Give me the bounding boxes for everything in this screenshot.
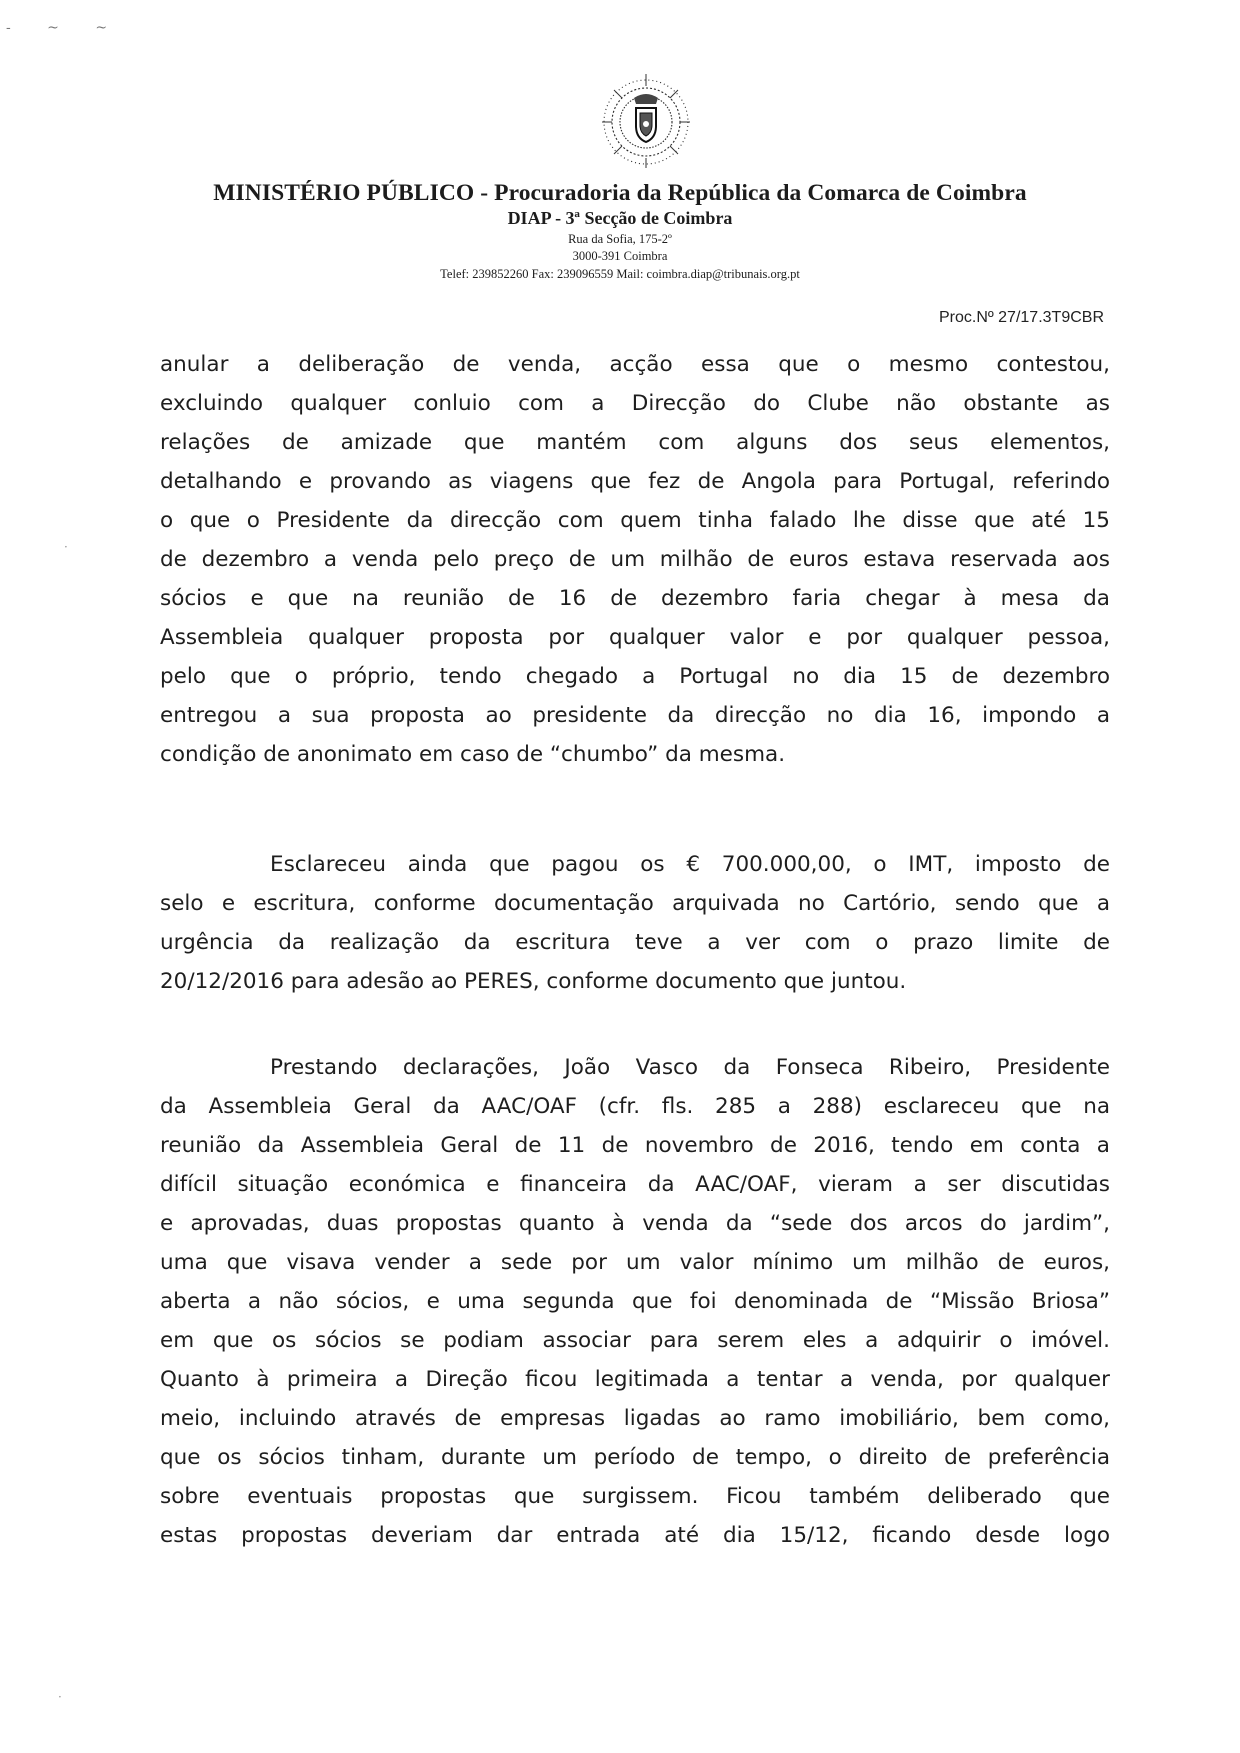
text-line: sobre eventuais propostas que surgissem. Ficou também deliberado que	[160, 1484, 1110, 1509]
scan-dot: ·	[58, 1690, 62, 1704]
text-line: excluindo qualquer conluio com a Direcção do Clube não obstante as	[160, 391, 1110, 416]
text-line: em que os sócios se podiam associar para serem eles a adquirir o imóvel.	[160, 1328, 1110, 1353]
text-line: uma que visava vender a sede por um valor mínimo um milhão de euros,	[160, 1250, 1110, 1275]
text-line: Prestando declarações, João Vasco da Fonseca Ribeiro, Presidente	[270, 1055, 1110, 1080]
text-line: anular a deliberação de venda, acção essa que o mesmo contestou,	[160, 352, 1110, 377]
text-line: 20/12/2016 para adesão ao PERES, conforme documento que juntou.	[160, 969, 907, 994]
text-line: relações de amizade que mantém com alguns dos seus elementos,	[160, 430, 1110, 455]
scan-dot: ·	[64, 540, 68, 554]
department-name: DIAP - 3ª Secção de Coimbra	[507, 208, 733, 228]
text-line: reunião da Assembleia Geral de 11 de novembro de 2016, tendo em conta a	[160, 1133, 1110, 1158]
text-line: Esclareceu ainda que pagou os € 700.000,00, o IMT, imposto de	[270, 852, 1110, 877]
address-postal: 3000-391 Coimbra	[572, 249, 668, 263]
text-line: sócios e que na reunião de 16 de dezembro faria chegar à mesa da	[160, 586, 1110, 611]
text-line: estas propostas deveriam dar entrada até dia 15/12, ficando desde logo	[160, 1523, 1110, 1548]
text-line: e aprovadas, duas propostas quanto à venda da “sede dos arcos do jardim”,	[160, 1211, 1110, 1236]
text-line: aberta a não sócios, e uma segunda que foi denominada de “Missão Briosa”	[160, 1289, 1110, 1314]
text-line: Quanto à primeira a Direção ficou legitimada a tentar a venda, por qualquer	[160, 1367, 1110, 1392]
contact-details: Telef: 239852260 Fax: 239096559 Mail: coimbra.diap@tribunais.org.pt	[440, 267, 800, 281]
text-line: de dezembro a venda pelo preço de um milhão de euros estava reservada aos	[160, 547, 1110, 572]
institution-title: MINISTÉRIO PÚBLICO - Procuradoria da República da Comarca de Coimbra	[213, 180, 1027, 206]
coat-of-arms-crest	[594, 68, 698, 172]
address-street: Rua da Sofia, 175-2º	[568, 232, 672, 246]
text-line: da Assembleia Geral da AAC/OAF (cfr. fls. 285 a 288) esclareceu que na	[160, 1094, 1110, 1119]
text-line: meio, incluindo através de empresas ligadas ao ramo imobiliário, bem como,	[160, 1406, 1110, 1431]
text-line: condição de anonimato em caso de “chumbo” da mesma.	[160, 742, 786, 767]
text-line: que os sócios tinham, durante um período de tempo, o direito de preferência	[160, 1445, 1110, 1470]
text-line: entregou a sua proposta ao presidente da direcção no dia 16, impondo a	[160, 703, 1110, 728]
text-line: Assembleia qualquer proposta por qualquer valor e por qualquer pessoa,	[160, 625, 1110, 650]
process-number: Proc.Nº 27/17.3T9CBR	[938, 309, 1104, 326]
scan-artifact-marks: - ~ ~	[6, 20, 124, 36]
text-line: difícil situação económica e financeira da AAC/OAF, vieram a ser discutidas	[160, 1172, 1110, 1197]
text-line: o que o Presidente da direcção com quem tinha falado lhe disse que até 15	[160, 508, 1110, 533]
text-line: selo e escritura, conforme documentação arquivada no Cartório, sendo que a	[160, 891, 1110, 916]
text-line: detalhando e provando as viagens que fez de Angola para Portugal, referindo	[160, 469, 1110, 494]
text-line: urgência da realização da escritura teve a ver com o prazo limite de	[160, 930, 1110, 955]
text-line: pelo que o próprio, tendo chegado a Portugal no dia 15 de dezembro	[160, 664, 1110, 689]
